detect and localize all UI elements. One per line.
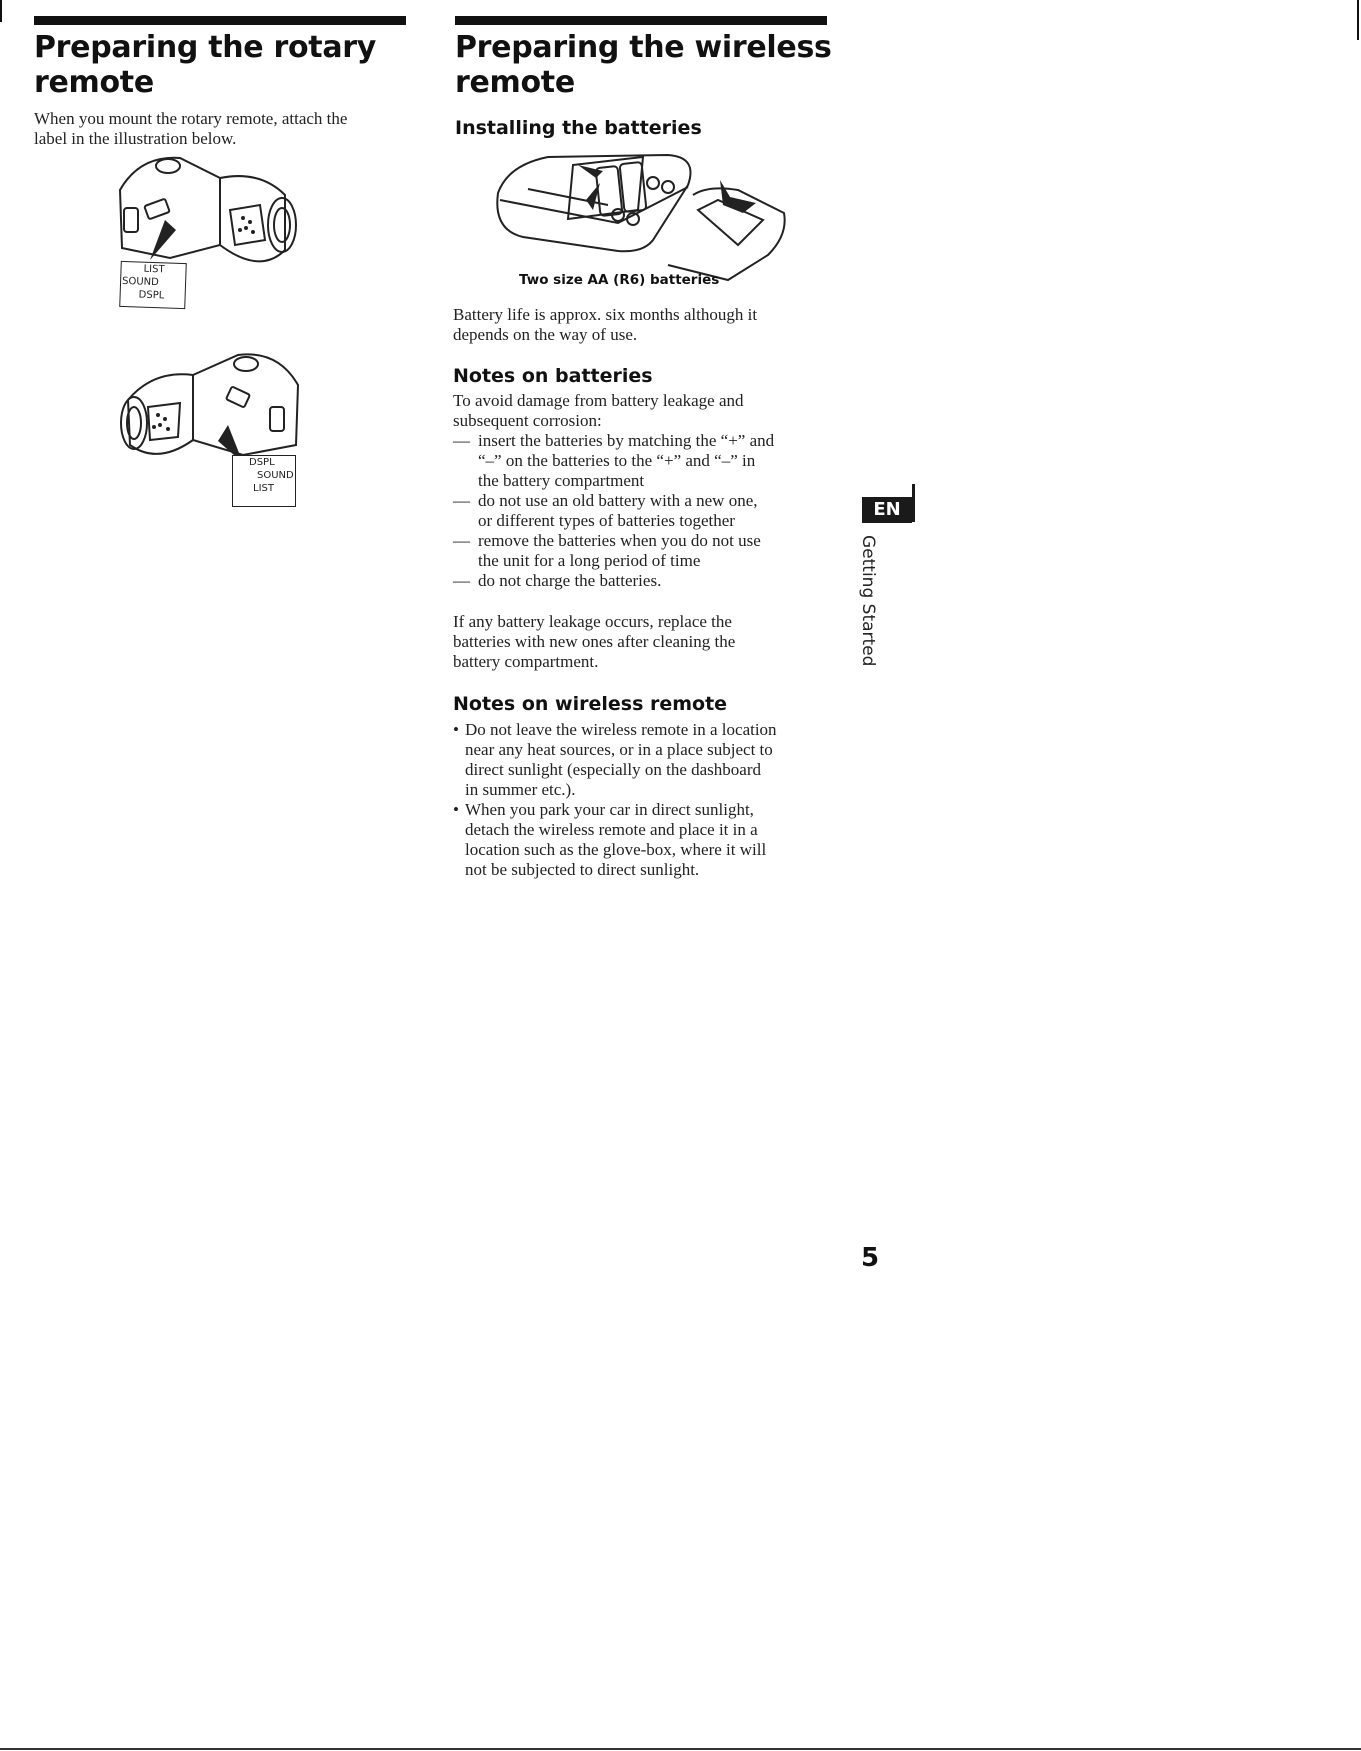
battery-illustration-caption: Two size AA (R6) batteries bbox=[519, 272, 720, 288]
right-title-line2: remote bbox=[455, 65, 575, 100]
left-title-line1: Preparing the rotary bbox=[34, 30, 377, 65]
wireless-remote-battery-illustration bbox=[488, 145, 793, 285]
left-heading-rule bbox=[34, 16, 406, 25]
notes-wireless-list bbox=[453, 720, 853, 880]
section-side-label: Getting Started bbox=[858, 535, 878, 667]
page-number: 5 bbox=[861, 1243, 880, 1273]
list-item: — remove the batteries when you do not use the unit for a long period of time bbox=[453, 531, 853, 571]
language-tab-marker bbox=[912, 484, 915, 522]
label-sticker-bottom: DSPL SOUND LIST bbox=[232, 455, 296, 507]
list-item: • Do not leave the wireless remote in a location near any heat sources, or in a place subject to direct sunlight (especially on the dashboard in summer etc.). bbox=[453, 720, 853, 800]
battery-life-text: Battery life is approx. six months although it depends on the way of use. bbox=[453, 305, 758, 344]
scan-edge-bottom bbox=[0, 1748, 1361, 1750]
notes-batteries-intro: To avoid damage from battery leakage and subsequent corrosion: bbox=[453, 391, 744, 430]
list-item: — insert the batteries by matching the “+” and “–” on the batteries to the “+” and “–” in the battery compartment bbox=[453, 431, 853, 491]
scan-edge-left bbox=[0, 0, 2, 22]
right-section-title bbox=[455, 30, 835, 100]
left-section-title bbox=[34, 30, 414, 100]
right-heading-rule bbox=[455, 16, 827, 25]
scan-edge-right bbox=[1357, 0, 1359, 40]
right-title-line1: Preparing the wireless bbox=[455, 30, 832, 65]
list-item: — do not charge the batteries. bbox=[453, 571, 853, 591]
list-item: — do not use an old battery with a new one, or different types of batteries together bbox=[453, 491, 853, 531]
left-intro-text: When you mount the rotary remote, attach the label in the illustration below. bbox=[34, 109, 348, 148]
language-tab: EN bbox=[862, 497, 912, 523]
notes-batteries-list bbox=[453, 431, 853, 591]
label-sticker-top: LIST SOUND DSPL bbox=[119, 261, 187, 309]
installing-batteries-heading: Installing the batteries bbox=[455, 117, 702, 139]
notes-on-batteries-heading: Notes on batteries bbox=[453, 365, 653, 387]
left-title-line2: remote bbox=[34, 65, 154, 100]
list-item: • When you park your car in direct sunlight, detach the wireless remote and place it in a location such as the glove-box, where it will not be subjected to direct sunlight. bbox=[453, 800, 853, 880]
battery-leakage-text: If any battery leakage occurs, replace the batteries with new ones after cleaning the battery compartment. bbox=[453, 612, 736, 671]
notes-on-wireless-remote-heading: Notes on wireless remote bbox=[453, 693, 728, 715]
